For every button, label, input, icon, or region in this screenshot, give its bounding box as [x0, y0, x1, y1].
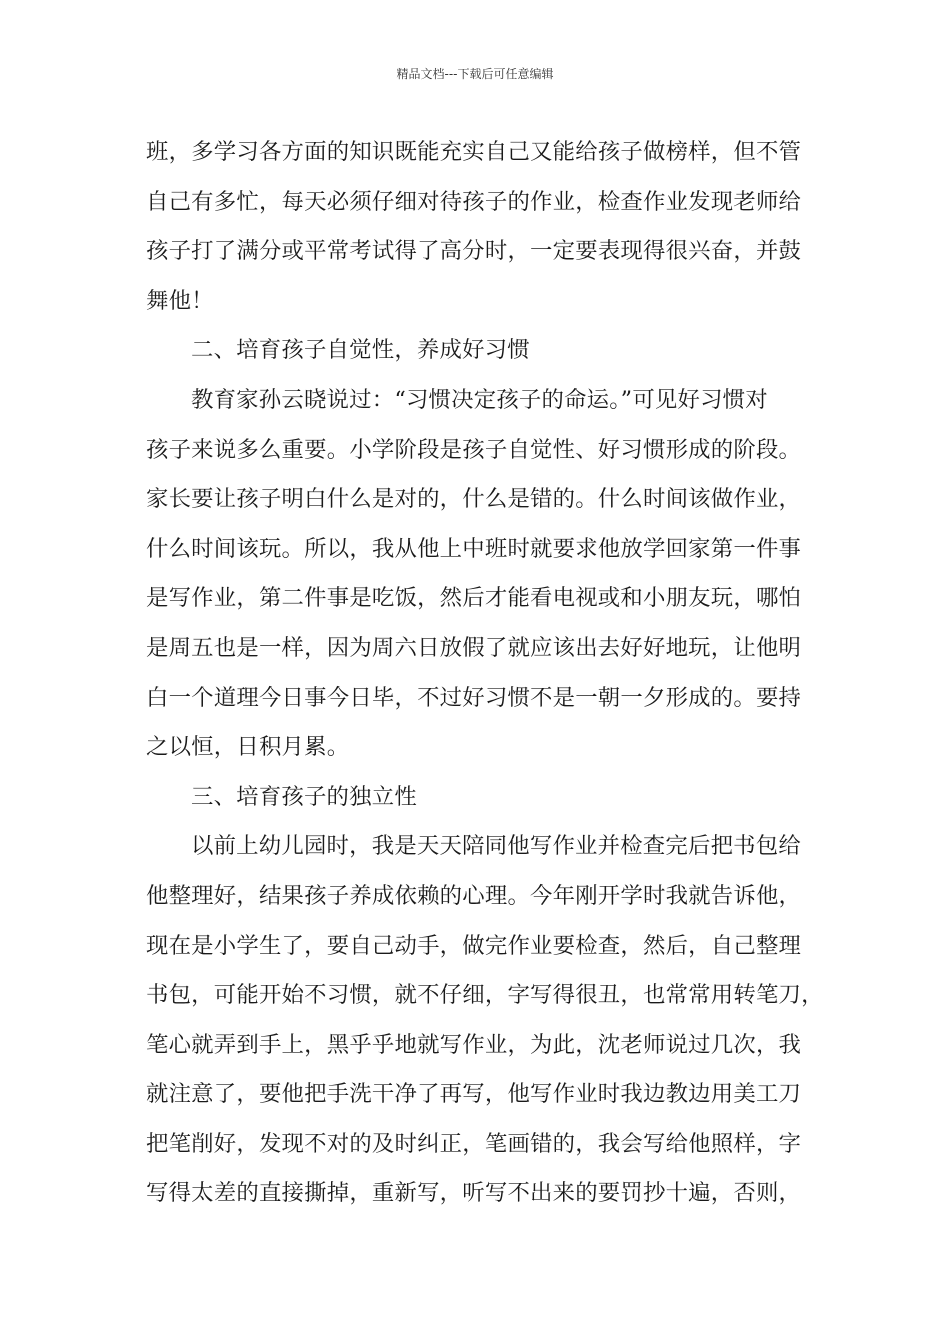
text-line: 白一个道理今日事今日毕，不过好习惯不是一朝一夕形成的。要持 [146, 684, 802, 711]
text-line: 笔心就弄到手上，黑乎乎地就写作业，为此，沈老师说过几次，我 [146, 1031, 802, 1058]
section-heading: 三、培育孩子的独立性 [191, 783, 417, 810]
text-line: 什么时间该玩。所以，我从他上中班时就要求他放学回家第一件事 [146, 535, 802, 562]
text-line: 他整理好，结果孩子养成依赖的心理。今年刚开学时我就告诉他， [146, 882, 802, 909]
text-line: 孩子来说多么重要。小学阶段是孩子自觉性、好习惯形成的阶段。 [146, 436, 802, 463]
text-line: 是写作业，第二件事是吃饭，然后才能看电视或和小朋友玩，哪怕 [146, 585, 802, 612]
text-line: 班，多学习各方面的知识既能充实自己又能给孩子做榜样，但不管 [146, 139, 802, 165]
text-line: 写得太差的直接撕掉，重新写，听写不出来的要罚抄十遍，否则， [146, 1180, 802, 1207]
text-line: 是周五也是一样，因为周六日放假了就应该出去好好地玩，让他明 [146, 634, 802, 661]
text-line: 之以恒，日积月累。 [146, 734, 350, 761]
text-line: 把笔削好，发现不对的及时纠正，笔画错的，我会写给他照样，字 [146, 1130, 802, 1157]
text-line: 现在是小学生了，要自己动手，做完作业要检查，然后，自己整理 [146, 932, 802, 959]
text-line: 以前上幼儿园时，我是天天陪同他写作业并检查完后把书包给 [191, 833, 801, 860]
section-heading: 二、培育孩子自觉性，养成好习惯 [191, 337, 530, 364]
text-line: 家长要让孩子明白什么是对的，什么是错的。什么时间该做作业， [146, 486, 802, 513]
page-header: 精品文档---下载后可任意编辑 [396, 67, 554, 81]
text-line: 孩子打了满分或平常考试得了高分时，一定要表现得很兴奋，并鼓 [146, 238, 802, 265]
text-line: 舞他！ [146, 287, 214, 314]
text-line: 自己有多忙，每天必须仔细对待孩子的作业，检查作业发现老师给 [146, 188, 802, 215]
text-line: 教育家孙云晓说过：“习惯决定孩子的命运。”可见好习惯对 [191, 386, 768, 413]
document-body [146, 128, 824, 1219]
text-line: 书包，可能开始不习惯，就不仔细，字写得很丑，也常常用转笔刀， [146, 982, 824, 1009]
text-line: 就注意了，要他把手洗干净了再写，他写作业时我边教边用美工刀 [146, 1081, 802, 1108]
